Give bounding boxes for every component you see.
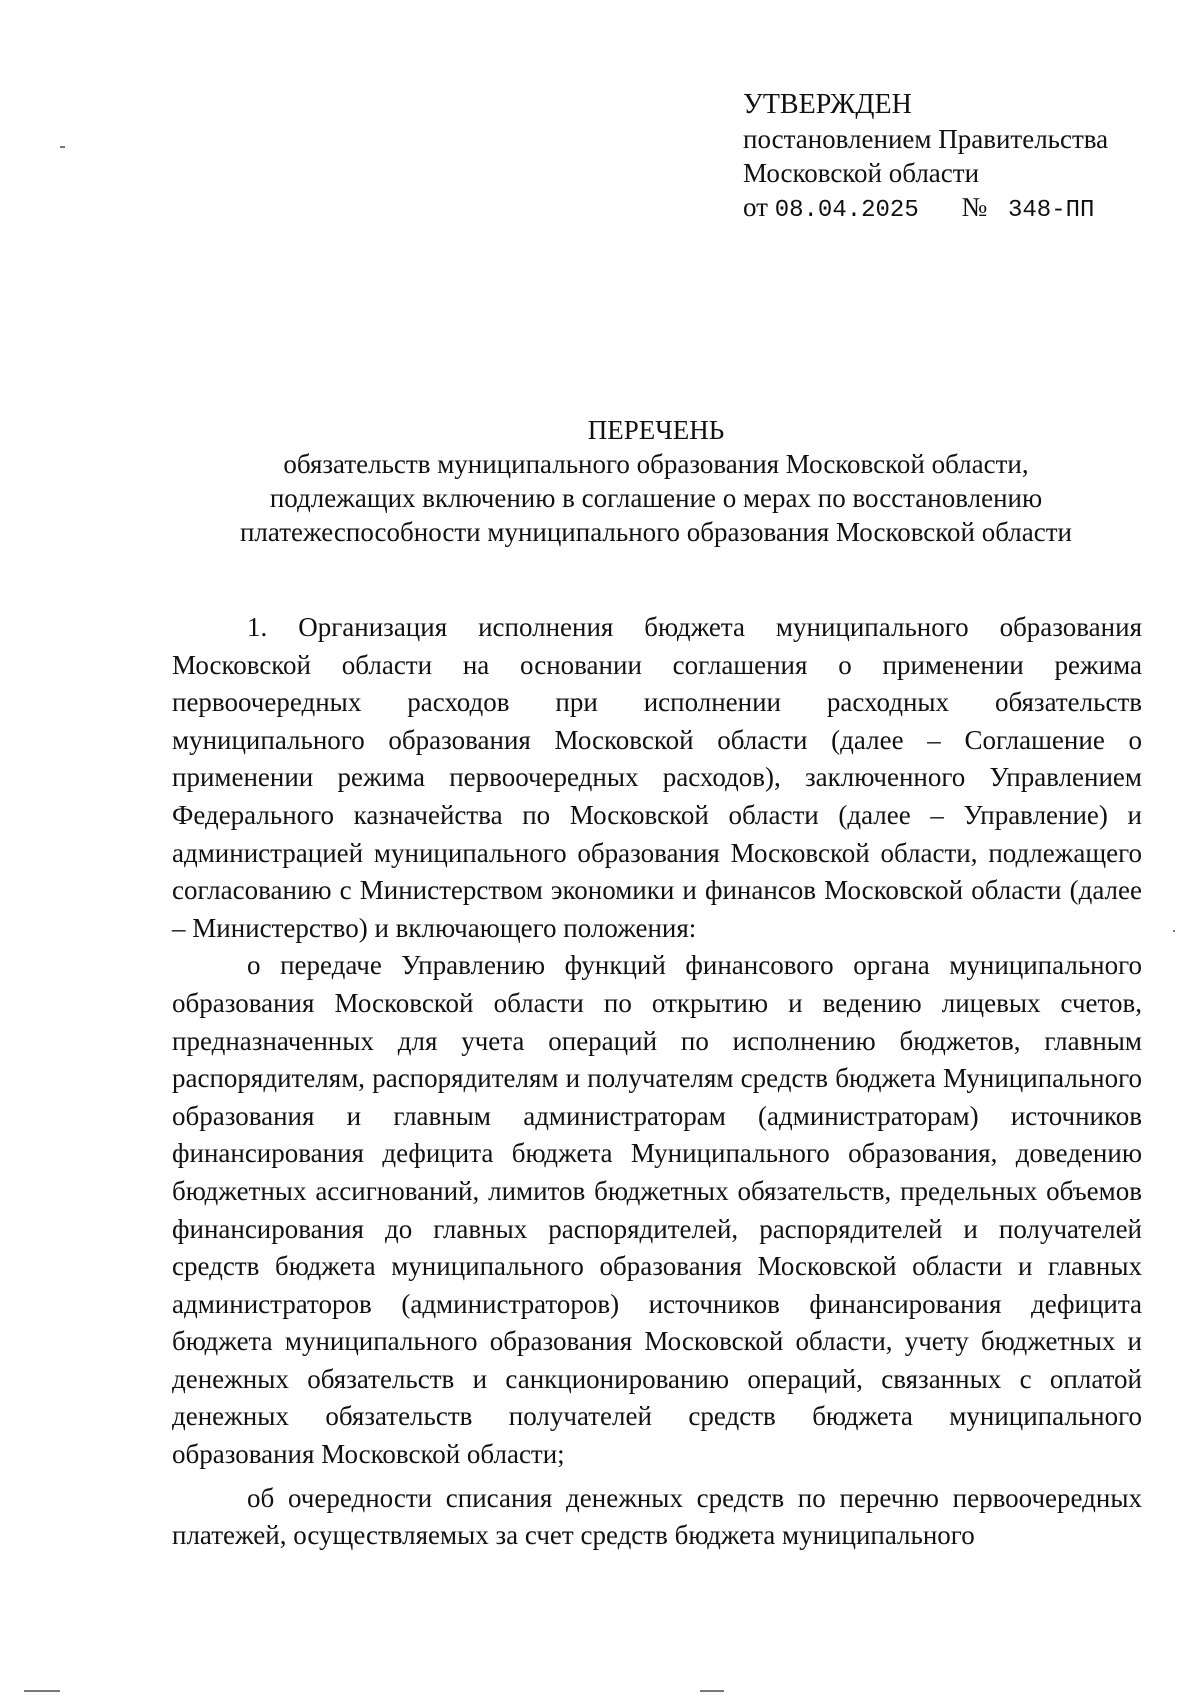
approval-date-line: [743, 190, 1108, 228]
heading-line-3: платежеспособности муниципального образования Московской области: [239, 517, 1072, 547]
approval-date-prefix: от: [743, 192, 768, 222]
document-heading: [170, 413, 1142, 549]
paragraph-3: об очередности списания денежных средств по перечню первоочередных платежей, осуществляемых за счет средств бюджета муниципального: [172, 1482, 1142, 1551]
approval-line-1: постановлением Правительства: [743, 124, 1109, 154]
approval-number-sign: №: [961, 192, 988, 222]
scan-speck: [24, 1690, 60, 1692]
scan-speck: [1173, 930, 1175, 932]
approval-number: 348-ПП: [1008, 197, 1095, 224]
scan-speck: [700, 1690, 724, 1692]
approval-line-2: Московской области: [743, 158, 980, 188]
document-body: [172, 609, 1142, 1555]
approval-title: УТВЕРЖДЕН: [743, 89, 912, 120]
heading-line-1: обязательств муниципального образования Московской области,: [283, 449, 1029, 479]
heading-title: ПЕРЕЧЕНЬ: [587, 415, 725, 445]
paragraph-1: 1. Организация исполнения бюджета муниципального образования Московской области на основании соглашения о применении режима первоочередных расходов при исполнении расходных обязательств муниципального образования Московской области (далее – Соглашение о применении режима первоочередных расходов), заключенного Управлением Федерального казначейства по Московской области (далее – Управление) и администрацией муниципального образования Московской области, подлежащего согласованию с Министерством экономики и финансов Московской области (далее – Министерство) и включающего положения:: [172, 612, 1142, 943]
heading-line-2: подлежащих включению в соглашение о мерах по восстановлению: [269, 483, 1043, 513]
approval-stamp: [743, 88, 1108, 228]
approval-date: 08.04.2025: [774, 197, 919, 224]
paragraph-2: о передаче Управлению функций финансового органа муниципального образования Московской области по открытию и ведению лицевых счетов, предназначенных для учета операций по исполнению бюджетов, главным распорядителям, распорядителям и получателям средств бюджета Муниципального образования и главным администраторам (администраторам) источников финансирования дефицита бюджета Муниципального образования, доведению бюджетных ассигнований, лимитов бюджетных обязательств, предельных объемов финансирования до главных распорядителей, распорядителей и получателей средств бюджета муниципального образования Московской области и главных администраторов (администраторов) источников финансирования дефицита бюджета муниципального образования Московской области, учету бюджетных и денежных обязательств и санкционированию операций, связанных с оплатой денежных обязательств получателей средств бюджета муниципального образования Московской области;: [172, 950, 1142, 1470]
scan-speck: [60, 146, 65, 148]
